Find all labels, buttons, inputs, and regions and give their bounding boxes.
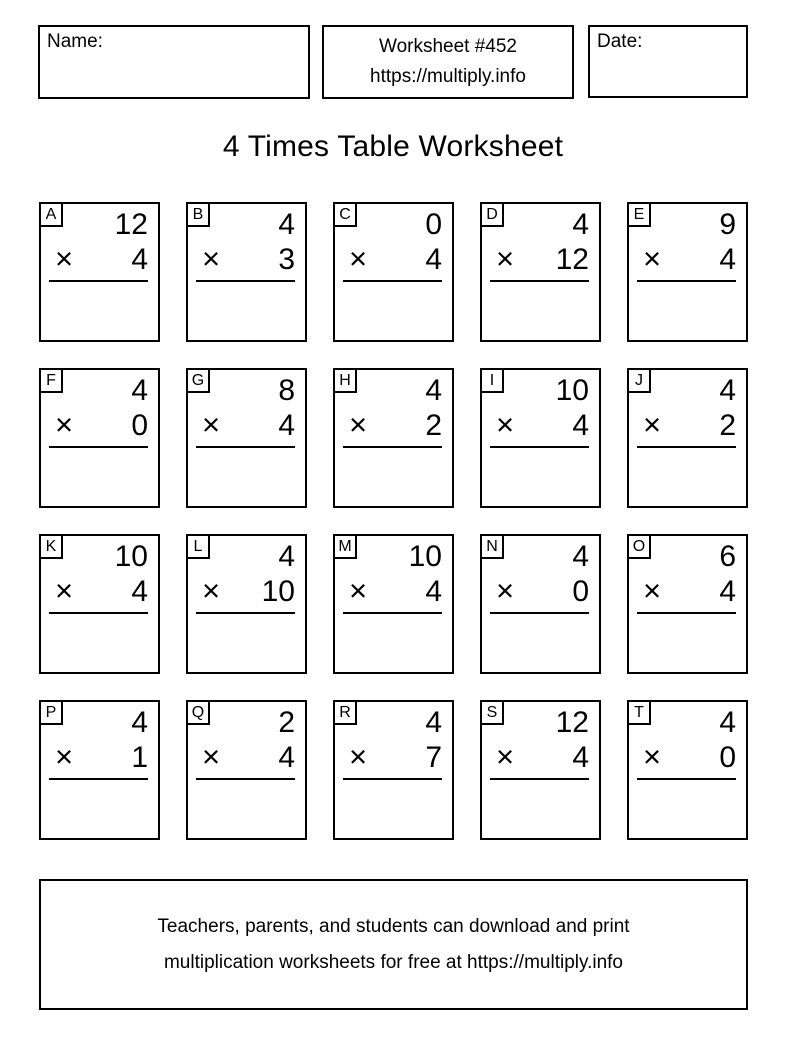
answer-area[interactable] — [196, 778, 295, 838]
multiply-icon: × — [55, 241, 74, 276]
top-operand: 12 — [555, 706, 589, 739]
top-operand: 4 — [131, 706, 148, 739]
top-operand: 10 — [114, 540, 148, 573]
top-operand: 4 — [572, 208, 589, 241]
problem-letter: R — [333, 700, 357, 725]
bottom-operand: 2 — [719, 409, 736, 442]
worksheet-info-box — [322, 25, 574, 99]
problem-box-a — [39, 202, 160, 342]
footer-line-2: multiplication worksheets for free at https://multiply.info — [163, 951, 623, 973]
multiply-icon: × — [643, 739, 662, 774]
problem-letter: I — [480, 368, 504, 393]
problem-box-e — [627, 202, 748, 342]
problems-grid — [39, 202, 748, 840]
top-operand: 9 — [719, 208, 736, 241]
problem-box-g — [186, 368, 307, 508]
problem-box-f — [39, 368, 160, 508]
footer-line-1: Teachers, parents, and students can download and print — [157, 915, 630, 937]
bottom-operand: 4 — [572, 741, 589, 774]
top-operand: 4 — [131, 374, 148, 407]
bottom-operand: 4 — [425, 575, 442, 608]
answer-area[interactable] — [49, 280, 148, 340]
bottom-operand: 2 — [425, 409, 442, 442]
top-operand: 10 — [408, 540, 442, 573]
top-operand: 4 — [425, 706, 442, 739]
bottom-operand: 0 — [719, 741, 736, 774]
answer-area[interactable] — [490, 778, 589, 838]
bottom-operand: 4 — [719, 575, 736, 608]
problem-letter: O — [627, 534, 651, 559]
problem-letter: H — [333, 368, 357, 393]
multiply-icon: × — [349, 573, 368, 608]
multiply-icon: × — [349, 241, 368, 276]
answer-area[interactable] — [49, 446, 148, 506]
top-operand: 10 — [555, 374, 589, 407]
bottom-operand: 12 — [555, 243, 589, 276]
answer-area[interactable] — [637, 612, 736, 672]
problem-box-h — [333, 368, 454, 508]
multiply-icon: × — [202, 241, 221, 276]
problem-box-c — [333, 202, 454, 342]
worksheet-number: Worksheet #452 — [378, 36, 517, 57]
problem-letter: N — [480, 534, 504, 559]
bottom-operand: 3 — [278, 243, 295, 276]
problem-box-o — [627, 534, 748, 674]
top-operand: 6 — [719, 540, 736, 573]
problem-letter: T — [627, 700, 651, 725]
bottom-operand: 4 — [131, 243, 148, 276]
problem-letter: C — [333, 202, 357, 227]
problem-letter: L — [186, 534, 210, 559]
bottom-operand: 1 — [131, 741, 148, 774]
problem-letter: G — [186, 368, 210, 393]
top-operand: 4 — [719, 374, 736, 407]
multiply-icon: × — [496, 407, 515, 442]
problem-box-p — [39, 700, 160, 840]
top-operand: 4 — [425, 374, 442, 407]
date-label: Date: — [597, 31, 643, 52]
answer-area[interactable] — [637, 280, 736, 340]
problem-box-m — [333, 534, 454, 674]
multiply-icon: × — [643, 573, 662, 608]
answer-area[interactable] — [343, 612, 442, 672]
problem-letter: D — [480, 202, 504, 227]
name-label: Name: — [47, 31, 103, 52]
multiply-icon: × — [202, 739, 221, 774]
date-input-box[interactable] — [588, 25, 748, 98]
multiply-icon: × — [496, 241, 515, 276]
top-operand: 4 — [278, 540, 295, 573]
problem-box-b — [186, 202, 307, 342]
answer-area[interactable] — [343, 446, 442, 506]
problem-box-k — [39, 534, 160, 674]
bottom-operand: 4 — [719, 243, 736, 276]
footer-info-box — [39, 879, 748, 1010]
problem-box-s — [480, 700, 601, 840]
bottom-operand: 0 — [572, 575, 589, 608]
problem-letter: B — [186, 202, 210, 227]
problem-letter: E — [627, 202, 651, 227]
bottom-operand: 10 — [261, 575, 295, 608]
multiply-icon: × — [55, 739, 74, 774]
bottom-operand: 4 — [278, 409, 295, 442]
problem-letter: P — [39, 700, 63, 725]
problem-box-j — [627, 368, 748, 508]
answer-area[interactable] — [490, 612, 589, 672]
answer-area[interactable] — [490, 446, 589, 506]
problem-letter: Q — [186, 700, 210, 725]
page-title: 4 Times Table Worksheet — [222, 130, 564, 163]
problem-letter: A — [39, 202, 63, 227]
answer-area[interactable] — [637, 778, 736, 838]
problem-box-q — [186, 700, 307, 840]
bottom-operand: 4 — [131, 575, 148, 608]
problem-letter: S — [480, 700, 504, 725]
problem-letter: J — [627, 368, 651, 393]
bottom-operand: 4 — [572, 409, 589, 442]
multiply-icon: × — [496, 573, 515, 608]
top-operand: 4 — [278, 208, 295, 241]
multiply-icon: × — [643, 407, 662, 442]
problem-letter: M — [333, 534, 357, 559]
top-operand: 8 — [278, 374, 295, 407]
multiply-icon: × — [349, 407, 368, 442]
answer-area[interactable] — [490, 280, 589, 340]
multiply-icon: × — [55, 573, 74, 608]
multiply-icon: × — [643, 241, 662, 276]
answer-area[interactable] — [196, 280, 295, 340]
problem-letter: F — [39, 368, 63, 393]
top-operand: 12 — [114, 208, 148, 241]
answer-area[interactable] — [343, 778, 442, 838]
top-operand: 0 — [425, 208, 442, 241]
bottom-operand: 4 — [278, 741, 295, 774]
problem-box-r — [333, 700, 454, 840]
bottom-operand: 4 — [425, 243, 442, 276]
answer-area[interactable] — [196, 612, 295, 672]
multiply-icon: × — [202, 407, 221, 442]
multiply-icon: × — [496, 739, 515, 774]
bottom-operand: 7 — [425, 741, 442, 774]
answer-area[interactable] — [343, 280, 442, 340]
problem-box-i — [480, 368, 601, 508]
problem-box-l — [186, 534, 307, 674]
problem-box-n — [480, 534, 601, 674]
worksheet-url: https://multiply.info — [370, 66, 526, 87]
top-operand: 4 — [719, 706, 736, 739]
answer-area[interactable] — [196, 446, 295, 506]
problem-box-t — [627, 700, 748, 840]
answer-area[interactable] — [49, 612, 148, 672]
multiply-icon: × — [349, 739, 368, 774]
answer-area[interactable] — [49, 778, 148, 838]
problem-letter: K — [39, 534, 63, 559]
top-operand: 2 — [278, 706, 295, 739]
top-operand: 4 — [572, 540, 589, 573]
multiply-icon: × — [55, 407, 74, 442]
answer-area[interactable] — [637, 446, 736, 506]
name-input-box[interactable] — [38, 25, 310, 99]
problem-box-d — [480, 202, 601, 342]
multiply-icon: × — [202, 573, 221, 608]
bottom-operand: 0 — [131, 409, 148, 442]
